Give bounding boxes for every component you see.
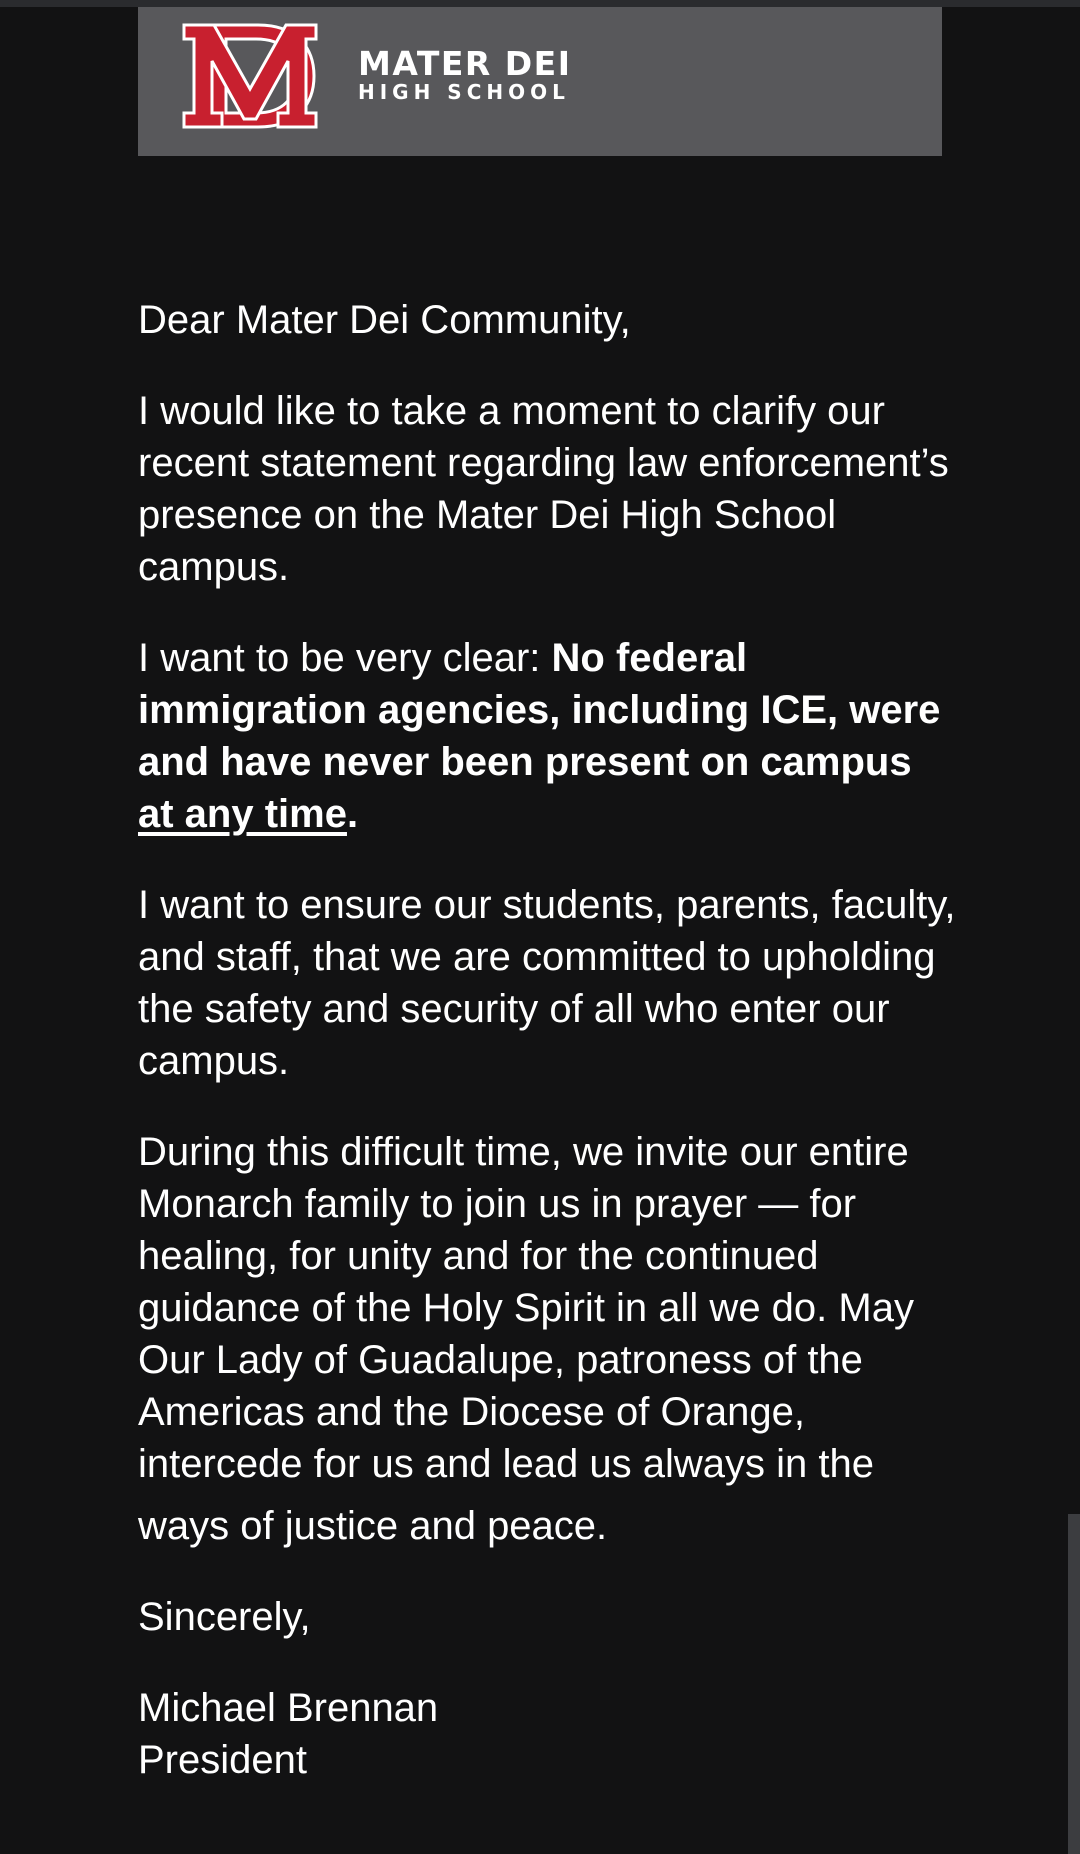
prayer-last-line-text: ways of justice and peace.	[138, 1504, 608, 1548]
signature	[138, 1682, 958, 1786]
paragraph-prayer-text: During this difficult time, we invite our entire Monarch family to join us in prayer — for healing, for unity and for the continued guidance of the Holy Spirit in all we do. May Our Lady of Guadalupe, patroness of the Americas and the Diocese of Orange, intercede for us and lead us always in the	[138, 1130, 914, 1486]
greeting: Dear Mater Dei Community,	[138, 298, 631, 342]
scrollbar[interactable]	[1068, 1514, 1080, 1854]
closing: Sincerely,	[138, 1595, 311, 1639]
header-banner	[138, 7, 942, 156]
prayer-last-line	[138, 1500, 958, 1552]
paragraph-statement	[138, 632, 958, 840]
paragraph-statement-end: .	[346, 792, 359, 836]
paragraph-statement-lead: I want to be very clear:	[138, 636, 552, 680]
school-name-line2: HIGH SCHOOL	[358, 80, 570, 104]
school-name	[358, 44, 572, 104]
mater-dei-md-monogram-logo	[180, 17, 320, 135]
paragraph-prayer	[138, 1126, 958, 1552]
paragraph-clarify: I would like to take a moment to clarify our recent statement regarding law enforcement’s presence on the Mater Dei High School campus.	[138, 389, 949, 589]
school-name-line1: MATER DEI	[358, 44, 572, 83]
top-edge-bar	[0, 0, 1080, 7]
paragraph-statement-underlined: at any time	[138, 792, 347, 836]
signer-title: President	[138, 1738, 307, 1782]
paragraph-safety: I want to ensure our students, parents, faculty, and staff, that we are committed to upholding the safety and security of all who enter our campus.	[138, 883, 956, 1083]
letter-body	[138, 294, 958, 1786]
paragraph-statement-bold: No federal immigration agencies, including ICE, were and have never been present on campus	[138, 636, 941, 784]
signer-name: Michael Brennan	[138, 1686, 439, 1730]
